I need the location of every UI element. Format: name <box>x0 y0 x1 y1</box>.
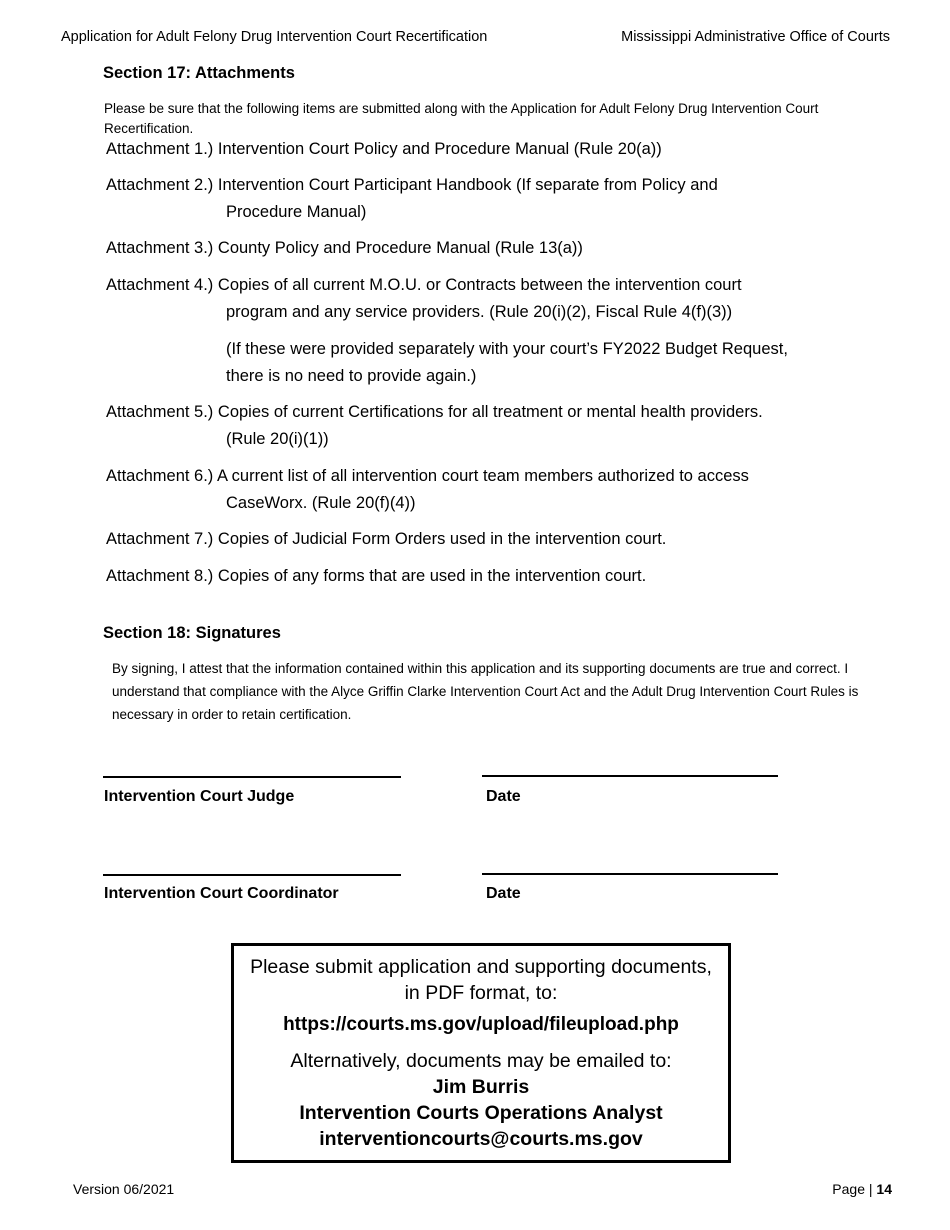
attachment-4-text-continued: program and any service providers. (Rule 20(i)(2), Fiscal Rule 4(f)(3)) <box>226 303 733 321</box>
attachment-2 <box>106 172 846 226</box>
attachment-3 <box>106 235 846 262</box>
running-header-title: Application for Adult Felony Drug Intervention Court Recertification <box>61 29 488 45</box>
attachment-7 <box>106 526 846 553</box>
attachment-6-text: A current list of all intervention court team members authorized to access <box>217 467 749 485</box>
attachment-5-text-continued: (Rule 20(i)(1)) <box>226 430 329 448</box>
attachment-3-label: Attachment 3.) <box>106 239 214 257</box>
attachment-5-text: Copies of current Certifications for all treatment or mental health providers. <box>217 403 763 421</box>
attachment-1-label: Attachment 1.) <box>106 140 214 158</box>
submit-instruction-line-2: in PDF format, to: <box>404 982 558 1004</box>
coordinator-date-line <box>482 873 778 875</box>
attachment-1 <box>106 136 846 163</box>
page-label: Page | <box>832 1181 873 1197</box>
version-footer: Version 06/2021 <box>73 1181 175 1197</box>
attachment-8-text: Copies of any forms that are used in the intervention court. <box>217 567 647 585</box>
attachment-2-text-continued: Procedure Manual) <box>226 203 367 221</box>
page-number-footer <box>832 1181 892 1197</box>
contact-email-link[interactable]: interventioncourts@courts.ms.gov <box>319 1128 643 1150</box>
attachment-5-label: Attachment 5.) <box>106 403 214 421</box>
attachment-6-text-continued: CaseWorx. (Rule 20(f)(4)) <box>226 494 416 512</box>
attachment-7-text: Copies of Judicial Form Orders used in the intervention court. <box>217 530 667 548</box>
section-17-title: Section 17: Attachments <box>103 64 295 82</box>
contact-title: Intervention Courts Operations Analyst <box>299 1102 663 1124</box>
attachment-5 <box>106 399 846 453</box>
attachment-2-label: Attachment 2.) <box>106 176 214 194</box>
attachment-3-text: County Policy and Procedure Manual (Rule 13(a)) <box>217 239 583 257</box>
section-18-title: Section 18: Signatures <box>103 624 281 642</box>
judge-date-line <box>482 775 778 777</box>
attachment-4-note <box>226 336 846 390</box>
attachment-4-label: Attachment 4.) <box>106 276 214 294</box>
attachment-4-text: Copies of all current M.O.U. or Contracts between the intervention court <box>217 276 742 294</box>
coordinator-date-label: Date <box>486 885 521 902</box>
attachment-7-label: Attachment 7.) <box>106 530 214 548</box>
page-number: 14 <box>876 1181 892 1197</box>
attachment-8 <box>106 563 846 590</box>
attachment-8-label: Attachment 8.) <box>106 567 214 585</box>
submit-instruction-line-1: Please submit application and supporting documents, <box>250 956 712 978</box>
judge-signature-label: Intervention Court Judge <box>104 788 295 805</box>
attachment-1-text: Intervention Court Policy and Procedure Manual (Rule 20(a)) <box>217 140 662 158</box>
attachment-2-text: Intervention Court Participant Handbook (If separate from Policy and <box>217 176 718 194</box>
contact-name: Jim Burris <box>432 1076 530 1098</box>
attachment-6-label: Attachment 6.) <box>106 467 214 485</box>
coordinator-signature-label: Intervention Court Coordinator <box>104 885 339 902</box>
submission-instructions-box <box>231 943 731 1163</box>
section-17-intro: Please be sure that the following items are submitted along with the Application for Adult Felony Drug Intervention Court Recertification. <box>104 101 819 136</box>
judge-date-label: Date <box>486 788 521 805</box>
attachment-4-note-line-1: (If these were provided separately with your court’s FY2022 Budget Request, <box>226 340 788 358</box>
attestation-text: By signing, I attest that the information contained within this application and its supporting documents are true and correct. I understand that compliance with the Alyce Griffin Clarke Intervention Court Act and the Adult Drug Intervention Court Rules is necessary in order to retain certification. <box>112 661 859 722</box>
alternative-email-instruction: Alternatively, documents may be emailed to: <box>290 1050 672 1072</box>
coordinator-signature-line <box>103 874 401 876</box>
upload-url-link[interactable]: https://courts.ms.gov/upload/fileupload.php <box>283 1014 679 1035</box>
attachment-4 <box>106 272 846 326</box>
judge-signature-line <box>103 776 401 778</box>
attachment-4-note-line-2: there is no need to provide again.) <box>226 367 477 385</box>
attachment-6 <box>106 463 846 517</box>
running-header-organization: Mississippi Administrative Office of Courts <box>621 29 890 45</box>
